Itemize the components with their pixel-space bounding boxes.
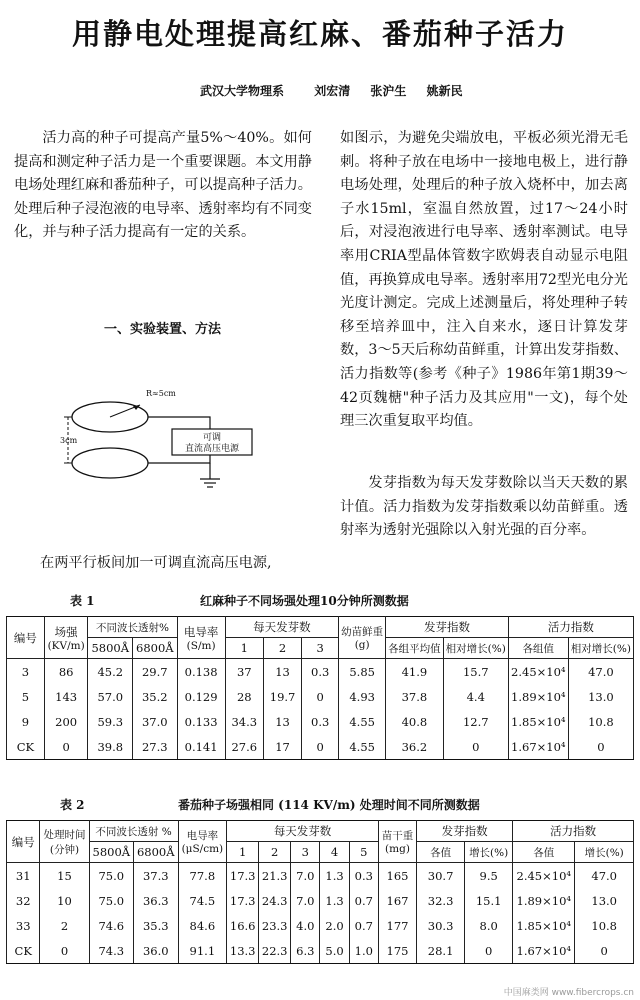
table-cell: 4.93 xyxy=(339,684,386,709)
table-row xyxy=(7,709,634,734)
table-cell: 35.2 xyxy=(133,684,178,709)
table-cell: 45.2 xyxy=(88,659,133,685)
col-header: 苗干重 (mg) xyxy=(378,821,416,863)
col-header: 幼苗鲜重 (g) xyxy=(339,617,386,659)
table-cell: 30.3 xyxy=(417,913,465,938)
table-cell: 37.8 xyxy=(386,684,444,709)
table-cell: 17.3 xyxy=(227,863,259,889)
col-subheader: 各组值 xyxy=(508,638,568,659)
table-cell: 0.3 xyxy=(302,709,339,734)
table-cell: 31 xyxy=(7,863,40,889)
table1-caption: 红麻种子不同场强处理10分钟所测数据 xyxy=(200,594,409,608)
gap-label: 3cm xyxy=(60,436,78,445)
table-cell: 0.141 xyxy=(177,734,225,760)
table-cell: 1.89×10⁴ xyxy=(508,684,568,709)
table-cell: 86 xyxy=(44,659,88,685)
col-subheader: 增长(%) xyxy=(465,842,513,863)
col-subheader: 3 xyxy=(291,842,320,863)
col-subheader: 3 xyxy=(302,638,339,659)
table-cell: 36.2 xyxy=(386,734,444,760)
col-header: 活力指数 xyxy=(513,821,634,842)
col-header: 电导率 (S/m) xyxy=(177,617,225,659)
method-paragraph: 如图示，为避免尖端放电，平板必须光滑无毛刺。将种子放在电场中一接地电极上，进行静电场处理，处理后的种子放入烧杯中，加去离子水15ml，室温自然放置，过17～24小时后，对浸泡液进行电导率、透射率测试。电导率用CRIA型晶体管数字欧姆表自动显示电阻值，再换算成电导率。透射率用72型光电分光光度计测定。完成上述测量后，将处理种子转移至培养皿中，注入自来水，逐日计算发芽数，3～5天后称幼苗鲜重，计算出发芽指数、活力指数等(参考《种子》1986年第1期39～42页魏榶"种子活力及其应用"一文)，每个处理三次重复取平均值。 xyxy=(340,130,628,430)
table-cell: 0.138 xyxy=(177,659,225,685)
section-heading: 一、实验装置、方法 xyxy=(104,322,222,337)
table-cell: 13 xyxy=(263,659,301,685)
table-cell: 200 xyxy=(44,709,88,734)
col-subheader: 各组平均值 xyxy=(386,638,444,659)
col-subheader: 2 xyxy=(259,842,291,863)
table-cell: 5 xyxy=(7,684,45,709)
table-cell: 1.85×10⁴ xyxy=(513,913,575,938)
col-header: 电导率 (μS/cm) xyxy=(178,821,227,863)
table-cell: 2.45×10⁴ xyxy=(508,659,568,685)
table-cell: 47.0 xyxy=(568,659,633,685)
author-name: 刘宏清 xyxy=(314,84,351,98)
table-cell: 0.129 xyxy=(177,684,225,709)
wire-bottom xyxy=(148,455,210,463)
col-subheader: 1 xyxy=(227,842,259,863)
table-cell: 0.133 xyxy=(177,709,225,734)
table-cell: 1.85×10⁴ xyxy=(508,709,568,734)
table-cell: 0 xyxy=(40,938,89,964)
col-subheader: 5800Å xyxy=(88,638,133,659)
table-cell: 74.3 xyxy=(89,938,133,964)
table-cell: 0 xyxy=(302,734,339,760)
col-subheader: 4 xyxy=(320,842,349,863)
table-cell: 5.0 xyxy=(320,938,349,964)
table-cell: 15 xyxy=(40,863,89,889)
table-cell: 177 xyxy=(378,913,416,938)
table-cell: 84.6 xyxy=(178,913,227,938)
table-cell: 8.0 xyxy=(465,913,513,938)
table-cell: 7.0 xyxy=(291,863,320,889)
table-cell: 0.3 xyxy=(349,863,378,889)
col-subheader: 各值 xyxy=(513,842,575,863)
table-cell: 9 xyxy=(7,709,45,734)
table-cell: 1.67×10⁴ xyxy=(508,734,568,760)
table-cell: 165 xyxy=(378,863,416,889)
col-header: 不同波长透射 % xyxy=(89,821,178,842)
col-subheader: 1 xyxy=(225,638,263,659)
table-cell: 77.8 xyxy=(178,863,227,889)
table-cell: 13.3 xyxy=(227,938,259,964)
table-cell: 17.3 xyxy=(227,888,259,913)
table2-number: 表 2 xyxy=(60,798,85,812)
table2-caption: 番茄种子场强相同 (114 KV/m) 处理时间不同所测数据 xyxy=(178,798,480,812)
table-cell: 32 xyxy=(7,888,40,913)
table-cell: 0 xyxy=(568,734,633,760)
table-cell: 28.1 xyxy=(417,938,465,964)
col-subheader: 5 xyxy=(349,842,378,863)
table-cell: 13.0 xyxy=(575,888,634,913)
table-cell: 47.0 xyxy=(575,863,634,889)
col-subheader: 6800Å xyxy=(134,842,178,863)
table-cell: 0.3 xyxy=(302,659,339,685)
table-cell: 37.3 xyxy=(134,863,178,889)
table-cell: 0 xyxy=(302,684,339,709)
table-cell: 28 xyxy=(225,684,263,709)
table-cell: 37.0 xyxy=(133,709,178,734)
paper-title: 用静电处理提高红麻、番茄种子活力 xyxy=(71,17,568,51)
table-cell: 15.7 xyxy=(443,659,508,685)
definition-paragraph: 发芽指数为每天发芽数除以当天天数的累计值。活力指数为发芽指数乘以幼苗鲜重。透射率为透射光强除以入射光强的百分率。 xyxy=(340,475,628,539)
table-cell: 0 xyxy=(44,734,88,760)
table-cell: 167 xyxy=(378,888,416,913)
table-row xyxy=(7,684,634,709)
table-cell: 74.6 xyxy=(89,913,133,938)
table-cell: 27.3 xyxy=(133,734,178,760)
table-cell: 33 xyxy=(7,913,40,938)
table-row xyxy=(7,888,634,913)
table-cell: 32.3 xyxy=(417,888,465,913)
col-header: 处理时间 (分钟) xyxy=(40,821,89,863)
table-cell: 4.0 xyxy=(291,913,320,938)
table-cell: 10.8 xyxy=(575,913,634,938)
table-cell: 17 xyxy=(263,734,301,760)
table-cell: 19.7 xyxy=(263,684,301,709)
table-cell: CK xyxy=(7,734,45,760)
wire-top xyxy=(148,417,210,429)
hv-supply-label-2: 直流高压电源 xyxy=(184,444,240,454)
table-cell: 0.7 xyxy=(349,888,378,913)
col-header: 发芽指数 xyxy=(417,821,513,842)
table-cell: 10 xyxy=(40,888,89,913)
col-header: 场强 (KV/m) xyxy=(44,617,88,659)
table-cell: 1.67×10⁴ xyxy=(513,938,575,964)
col-subheader: 相对增长(%) xyxy=(568,638,633,659)
table-cell: 75.0 xyxy=(89,888,133,913)
table-row xyxy=(7,734,634,760)
abstract-paragraph: 活力高的种子可提高产量5%～40%。如何提高和测定种子活力是一个重要课题。本文用静电场处理红麻和番茄种子，可以提高种子活力。处理后种子浸泡液的电导率、透射率均有不同变化，并与种子活力提高有一定的关系。 xyxy=(14,130,312,241)
col-subheader: 各值 xyxy=(417,842,465,863)
hv-supply-label-1: 可调 xyxy=(202,433,222,443)
col-header: 编号 xyxy=(7,617,45,659)
table-cell: 1.3 xyxy=(320,863,349,889)
table-cell: 4.55 xyxy=(339,734,386,760)
lower-plate xyxy=(72,448,148,478)
table-cell: 29.7 xyxy=(133,659,178,685)
table-cell: 13 xyxy=(263,709,301,734)
table-row xyxy=(7,938,634,964)
table-cell: 2.45×10⁴ xyxy=(513,863,575,889)
table-cell: 91.1 xyxy=(178,938,227,964)
table-cell: 22.3 xyxy=(259,938,291,964)
apparatus-figure xyxy=(60,385,280,515)
table-cell: 9.5 xyxy=(465,863,513,889)
table-cell: 0.7 xyxy=(349,913,378,938)
table-cell: 21.3 xyxy=(259,863,291,889)
table-cell: 36.0 xyxy=(134,938,178,964)
table-cell: 4.55 xyxy=(339,709,386,734)
table-cell: 27.6 xyxy=(225,734,263,760)
table-cell: 75.0 xyxy=(89,863,133,889)
col-header: 编号 xyxy=(7,821,40,863)
table-cell: 59.3 xyxy=(88,709,133,734)
col-subheader: 6800Å xyxy=(133,638,178,659)
table-cell: 12.7 xyxy=(443,709,508,734)
table1-number: 表 1 xyxy=(70,594,95,608)
affiliation: 武汉大学物理系 xyxy=(200,84,285,98)
table-cell: 74.5 xyxy=(178,888,227,913)
table-cell: 0 xyxy=(443,734,508,760)
col-header: 每天发芽数 xyxy=(227,821,379,842)
col-subheader: 2 xyxy=(263,638,301,659)
col-header: 发芽指数 xyxy=(386,617,509,638)
author-name: 姚新民 xyxy=(426,84,463,98)
table-cell: 57.0 xyxy=(88,684,133,709)
table-cell: 6.3 xyxy=(291,938,320,964)
table-cell: 16.6 xyxy=(227,913,259,938)
table-cell: 4.4 xyxy=(443,684,508,709)
radius-label: R≈5cm xyxy=(146,389,176,398)
watermark: 中国麻类网 www.fibercrops.cn xyxy=(503,988,634,998)
table-cell: 35.3 xyxy=(134,913,178,938)
table-cell: 40.8 xyxy=(386,709,444,734)
table-cell: 7.0 xyxy=(291,888,320,913)
table-cell: 34.3 xyxy=(225,709,263,734)
col-subheader: 5800Å xyxy=(89,842,133,863)
author-line xyxy=(200,82,479,99)
author-name: 张沪生 xyxy=(370,84,407,98)
table-cell: 0 xyxy=(575,938,634,964)
table-cell: 24.3 xyxy=(259,888,291,913)
col-subheader: 相对增长(%) xyxy=(443,638,508,659)
table-cell: 15.1 xyxy=(465,888,513,913)
table-cell: 5.85 xyxy=(339,659,386,685)
table1 xyxy=(6,616,634,760)
table-cell: 1.89×10⁴ xyxy=(513,888,575,913)
table-cell: CK xyxy=(7,938,40,964)
col-subheader: 增长(%) xyxy=(575,842,634,863)
table-cell: 30.7 xyxy=(417,863,465,889)
table-cell: 1.0 xyxy=(349,938,378,964)
table-cell: 0 xyxy=(465,938,513,964)
table-cell: 13.0 xyxy=(568,684,633,709)
table-cell: 2.0 xyxy=(320,913,349,938)
table-cell: 175 xyxy=(378,938,416,964)
table-row xyxy=(7,659,634,685)
table-cell: 37 xyxy=(225,659,263,685)
table-cell: 23.3 xyxy=(259,913,291,938)
table-cell: 143 xyxy=(44,684,88,709)
table2 xyxy=(6,820,634,964)
table-row xyxy=(7,863,634,889)
table-row xyxy=(7,913,634,938)
col-header: 每天发芽数 xyxy=(225,617,339,638)
left-column-tail: 在两平行板间加一可调直流高压电源, xyxy=(40,555,272,571)
table-cell: 3 xyxy=(7,659,45,685)
table-cell: 36.3 xyxy=(134,888,178,913)
table-cell: 39.8 xyxy=(88,734,133,760)
table-cell: 10.8 xyxy=(568,709,633,734)
table-cell: 2 xyxy=(40,913,89,938)
col-header: 不同波长透射% xyxy=(88,617,177,638)
col-header: 活力指数 xyxy=(508,617,633,638)
table-cell: 41.9 xyxy=(386,659,444,685)
table-cell: 1.3 xyxy=(320,888,349,913)
